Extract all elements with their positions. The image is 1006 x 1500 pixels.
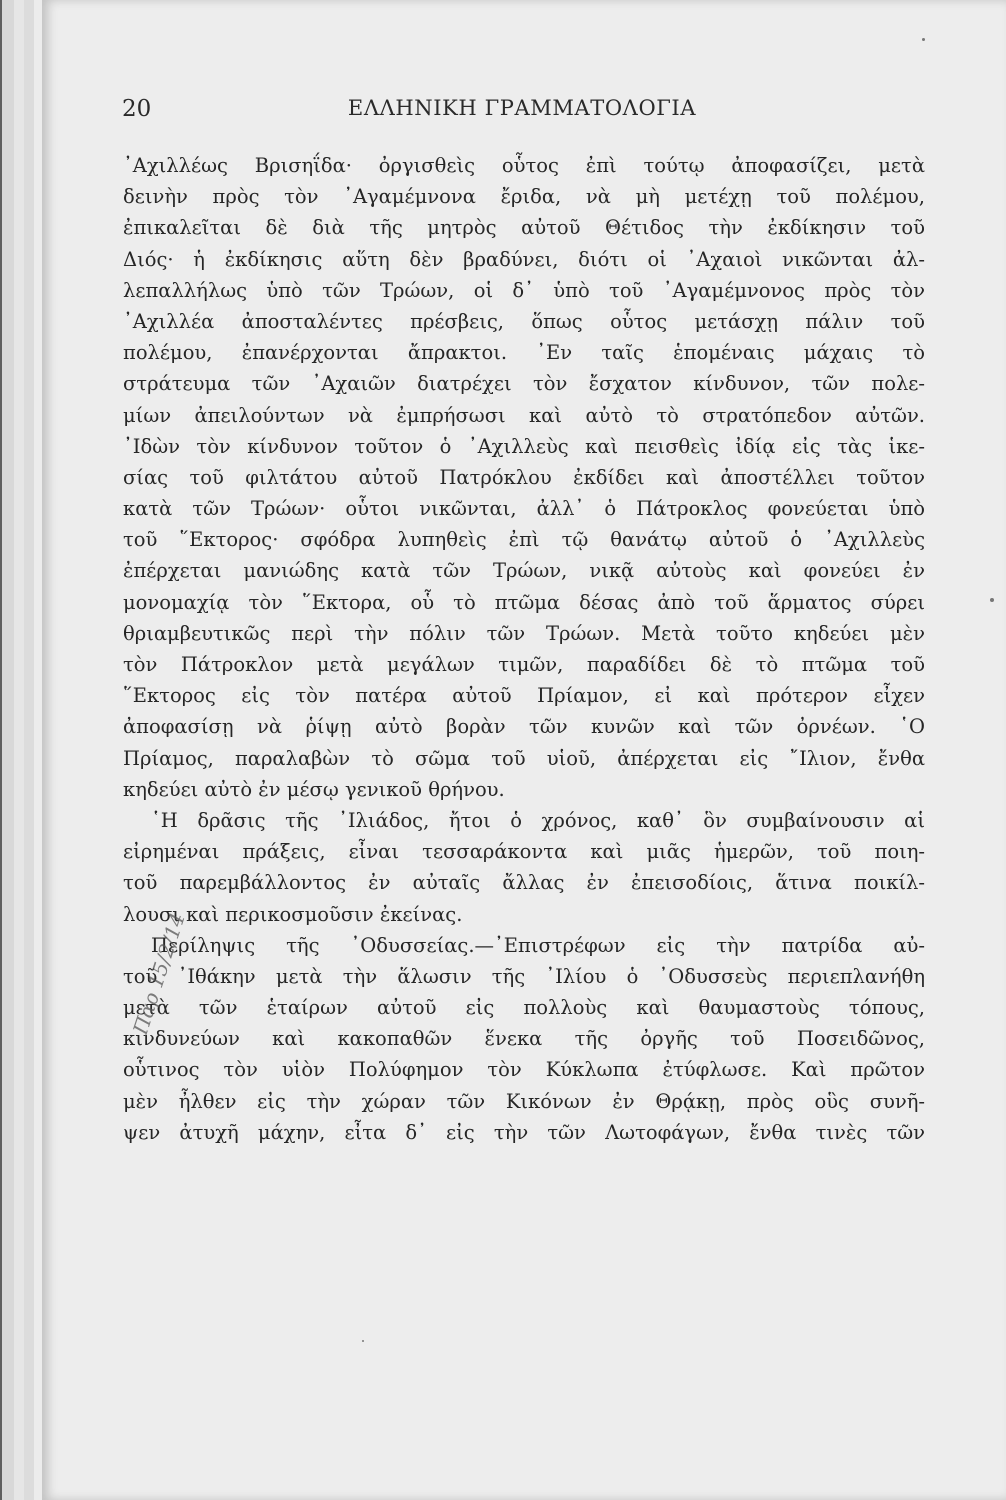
text-line: τοῦ ῞Εκτορος· σφόδρα λυπηθεὶς ἐπὶ τῷ θανάτῳ αὐτοῦ ὁ ᾿Αχιλλεὺς bbox=[123, 528, 925, 552]
text-line: μονομαχίᾳ τὸν ῞Εκτορα, οὗ τὸ πτῶμα δέσας ἀπὸ τοῦ ἅρματος σύρει bbox=[123, 590, 925, 614]
text-line: Πρίαμος, παραλαβὼν τὸ σῶμα τοῦ υἱοῦ, ἀπέρχεται εἰς ῎Ιλιον, ἔνθα bbox=[123, 746, 925, 770]
text-line: ἀποφασίσῃ νὰ ῥίψῃ αὐτὸ βορὰν τῶν κυνῶν καὶ τῶν ὀρνέων. ῾Ο bbox=[123, 715, 925, 739]
text-line: τὸν Πάτροκλον μετὰ μεγάλων τιμῶν, παραδίδει δὲ τὸ πτῶμα τοῦ bbox=[123, 653, 925, 676]
text-line: λουσι καὶ περικοσμοῦσιν ἐκείνας. bbox=[123, 902, 463, 926]
text-line: ῞Εκτορος εἰς τὸν πατέρα αὐτοῦ Πρίαμον, εἰ καὶ πρότερον εἶχεν bbox=[123, 684, 925, 708]
text-line: κατὰ τῶν Τρώων· οὗτοι νικῶνται, ἀλλ᾿ ὁ Πάτροκλος φονεύεται ὑπὸ bbox=[123, 497, 925, 521]
text-line: κινδυνεύων καὶ κακοπαθῶν ἕνεκα τῆς ὀργῆς τοῦ Ποσειδῶνος, bbox=[123, 1027, 925, 1051]
text-line: τοῦ ᾿Ιθάκην μετὰ τὴν ἅλωσιν τῆς ᾿Ιλίου ὁ ᾿Οδυσσεὺς περιεπλανήθη bbox=[123, 964, 925, 988]
text-line: λεπαλλήλως ὑπὸ τῶν Τρώων, οἱ δ᾿ ὑπὸ τοῦ ᾿Αγαμέμνονος πρὸς τὸν bbox=[123, 278, 925, 302]
text-line: θριαμβευτικῶς περὶ τὴν πόλιν τῶν Τρώων. Μετὰ τοῦτο κηδεύει μὲν bbox=[123, 621, 925, 645]
text-line: ἐπέρχεται μανιώδης κατὰ τῶν Τρώων, νικᾷ αὐτοὺς καὶ φονεύει ἐν bbox=[123, 559, 925, 583]
text-line: εἰρημέναι πράξεις, εἶναι τεσσαράκοντα καὶ μιᾶς ἡμερῶν, τοῦ ποιη- bbox=[123, 840, 925, 864]
text-line: μίων ἀπειλούντων νὰ ἐμπρήσωσι καὶ αὐτὸ τὸ στρατόπεδον αὐτῶν. bbox=[123, 403, 925, 427]
text-line: κηδεύει αὐτὸ ἐν μέσῳ γενικοῦ θρήνου. bbox=[123, 777, 505, 801]
text-line: ᾿Αχιλλέως Βρισηΐδα· ὀργισθεὶς οὗτος ἐπὶ τούτῳ ἀποφασίζει, μετὰ bbox=[123, 154, 925, 177]
text-line: ᾿Αχιλλέα ἀποσταλέντες πρέσβεις, ὅπως οὗτος μετάσχῃ πάλιν τοῦ bbox=[123, 309, 925, 333]
text-line: ψεν ἀτυχῆ μάχην, εἶτα δ᾿ εἰς τὴν τῶν Λωτοφάγων, ἔνθα τινὲς τῶν bbox=[123, 1120, 925, 1144]
page-header bbox=[122, 96, 922, 136]
page-number: 20 bbox=[122, 96, 152, 122]
text-line: τοῦ παρεμβάλλοντος ἐν αὐταῖς ἄλλας ἐν ἐπεισοδίοις, ἅτινα ποικίλ- bbox=[123, 871, 925, 895]
section-heading-line: Περίληψις τῆς ᾿Οδυσσείας.—᾿Επιστρέφων εἰς τὴν πατρίδα αὐ- bbox=[151, 933, 925, 957]
text-line: μετὰ τῶν ἑταίρων αὐτοῦ εἰς πολλοὺς καὶ θαυμαστοὺς τόπους, bbox=[123, 996, 925, 1020]
text-line: σίας τοῦ φιλτάτου αὐτοῦ Πατρόκλου ἐκδίδει καὶ ἀποστέλλει τοῦτον bbox=[123, 465, 925, 489]
text-line: ᾿Ιδὼν τὸν κίνδυνον τοῦτον ὁ ᾿Αχιλλεὺς καὶ πεισθεὶς ἰδίᾳ εἰς τὰς ἱκε- bbox=[123, 434, 925, 458]
body-text bbox=[123, 150, 925, 1148]
running-title: ΕΛΛΗΝΙΚΗ ΓΡΑΜΜΑΤΟΛΟΓΙΑ bbox=[347, 96, 697, 120]
handwritten-margin-note: Παρ 15/2/14 bbox=[128, 910, 190, 1038]
text-line: πολέμου, ἐπανέρχονται ἄπρακτοι. ᾿Εν ταῖς ἑπομέναις μάχαις τὸ bbox=[123, 341, 925, 365]
text-line: οὗτινος τὸν υἱὸν Πολύφημον τὸν Κύκλωπα ἐτύφλωσε. Καὶ πρῶτον bbox=[123, 1058, 925, 1082]
text-line: Διός· ἡ ἐκδίκησις αὕτη δὲν βραδύνει, διότι οἱ ᾿Αχαιοὶ νικῶνται ἀλ- bbox=[123, 247, 925, 271]
text-line: μὲν ἦλθεν εἰς τὴν χώραν τῶν Κικόνων ἐν Θρᾴκῃ, πρὸς οὓς συνῆ- bbox=[123, 1089, 925, 1113]
text-line: δεινὴν πρὸς τὸν ᾿Αγαμέμνονα ἔριδα, νὰ μὴ μετέχῃ τοῦ πολέμου, bbox=[123, 185, 925, 209]
paragraph-start-line: ῾Η δρᾶσις τῆς ᾿Ιλιάδος, ἤτοι ὁ χρόνος, καθ᾿ ὃν συμβαίνουσιν αἱ bbox=[151, 808, 925, 832]
text-line: ἐπικαλεῖται δὲ διὰ τῆς μητρὸς αὐτοῦ Θέτιδος τὴν ἐκδίκησιν τοῦ bbox=[123, 216, 925, 240]
text-line: στράτευμα τῶν ᾿Αχαιῶν διατρέχει τὸν ἔσχατον κίνδυνον, τῶν πολε- bbox=[123, 372, 925, 396]
